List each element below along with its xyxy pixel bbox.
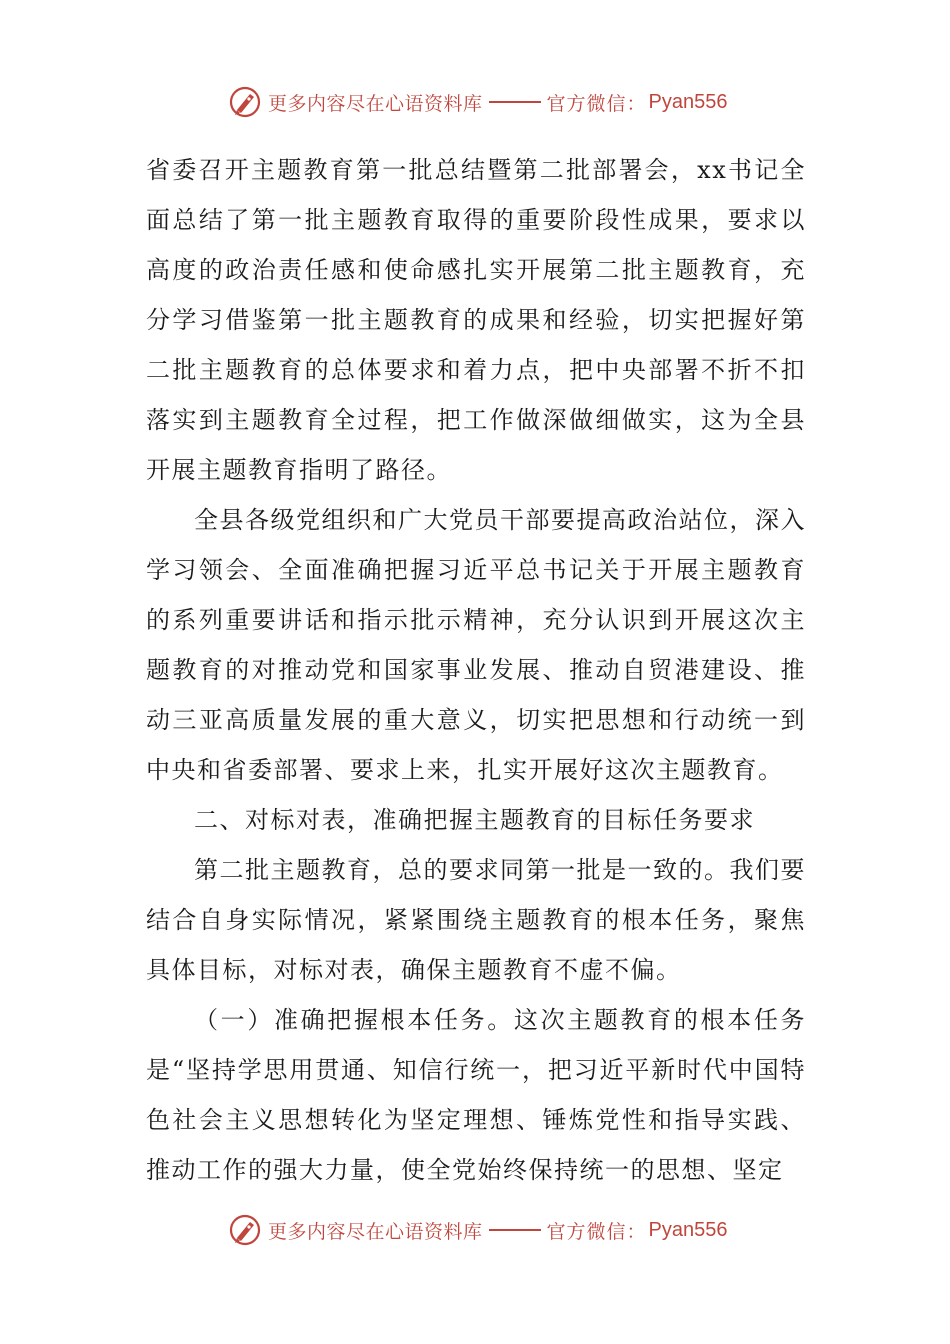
footer-divider — [489, 1229, 541, 1231]
footer-contact-id: Pyan556 — [648, 1218, 728, 1241]
footer-banner — [228, 1210, 728, 1250]
header-divider — [489, 101, 541, 103]
pen-nib-logo-icon — [228, 85, 262, 119]
paragraph-4: （一）准确把握根本任务。这次主题教育的根本任务是“坚持学思用贯通、知信行统一，把习近平新时代中国特色社会主义思想转化为坚定理想、锤炼党性和指导实践、推动工作的强大力量，使全党始终保持统一的思想、坚定 — [146, 1006, 806, 1184]
paragraph-1: 省委召开主题教育第一批总结暨第二批部署会，xx书记全面总结了第一批主题教育取得的重要阶段性成果，要求以高度的政治责任感和使命感扎实开展第二批主题教育，充分学习借鉴第一批主题教育的成果和经验，切实把握好第二批主题教育的总体要求和着力点，把中央部署不折不扣落实到主题教育全过程，把工作做深做细做实，这为全县开展主题教育指明了路径。 — [146, 156, 806, 484]
header-banner — [228, 82, 728, 122]
paragraph-3: 第二批主题教育，总的要求同第一批是一致的。我们要结合自身实际情况，紧紧围绕主题教育的根本任务，聚焦具体目标，对标对表，确保主题教育不虚不偏。 — [146, 856, 806, 984]
section-heading: 二、对标对表，准确把握主题教育的目标任务要求 — [194, 806, 755, 834]
header-contact-id: Pyan556 — [648, 90, 728, 113]
document-body — [146, 145, 806, 1195]
pen-nib-logo-icon — [228, 1213, 262, 1247]
paragraph-2: 全县各级党组织和广大党员干部要提高政治站位，深入学习领会、全面准确把握习近平总书记关于开展主题教育的系列重要讲话和指示批示精神，充分认识到开展这次主题教育的对推动党和国家事业发展、推动自贸港建设、推动三亚高质量发展的重大意义，切实把思想和行动统一到中央和省委部署、要求上来，扎实开展好这次主题教育。 — [146, 506, 806, 784]
header-contact-label: 官方微信： — [546, 92, 647, 115]
footer-contact-label: 官方微信： — [546, 1220, 647, 1243]
header-slogan: 更多内容尽在心语资料库 — [268, 92, 483, 115]
footer-slogan: 更多内容尽在心语资料库 — [268, 1220, 483, 1243]
